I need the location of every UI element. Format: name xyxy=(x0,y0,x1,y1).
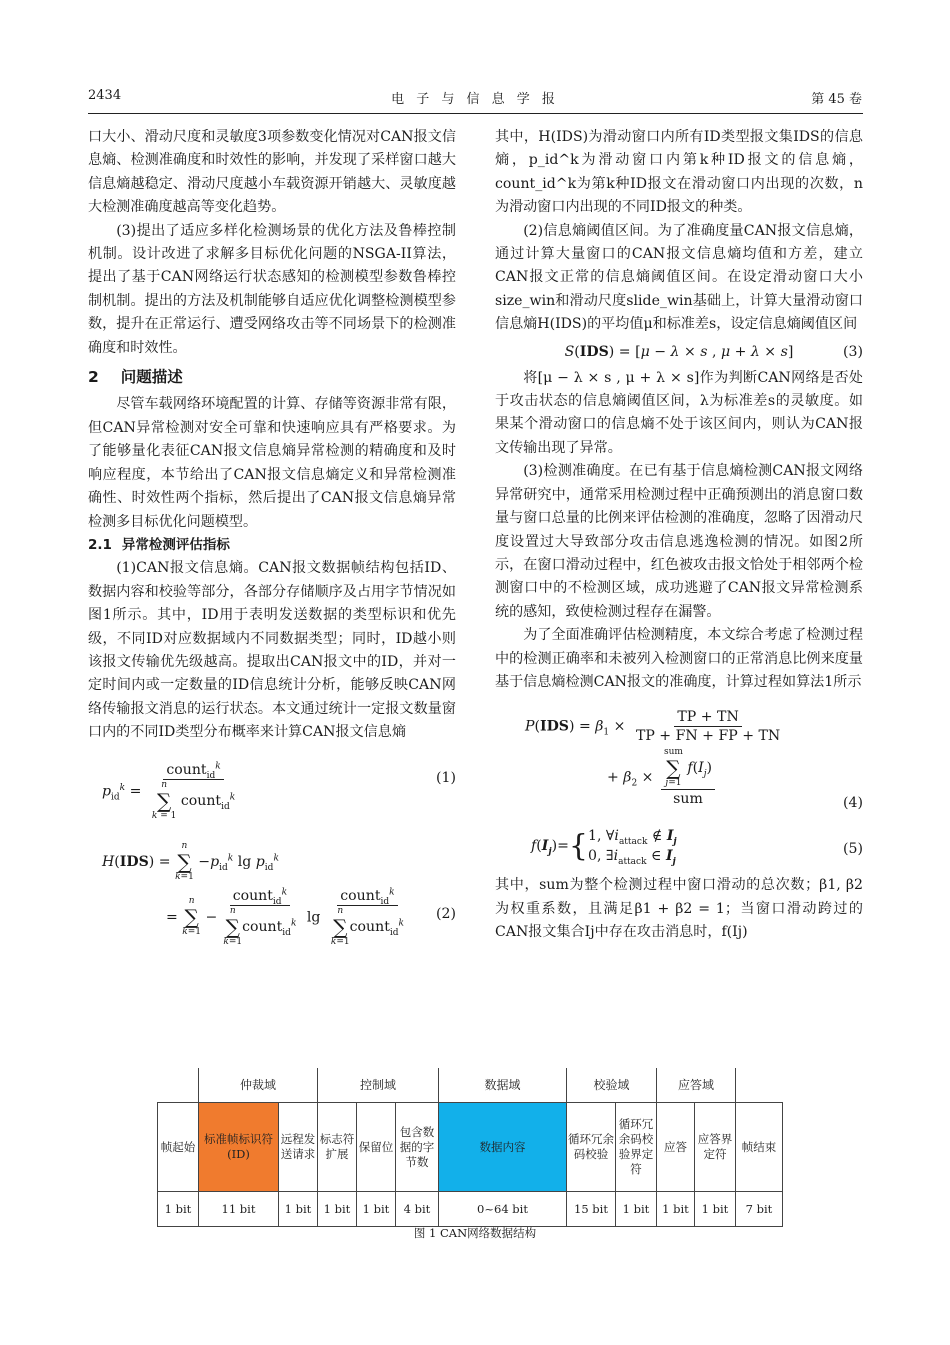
field-dlc: 包含数据的字节数 xyxy=(396,1103,439,1192)
header-rule xyxy=(88,113,863,114)
field-id: 标准帧标识符(ID) xyxy=(199,1103,279,1192)
domain-blank xyxy=(158,1068,199,1103)
field-crc: 循环冗余码校验 xyxy=(567,1103,616,1192)
section-2-number: 2 xyxy=(88,368,99,387)
right-paragraph-6: 其中，sum为整个检测过程中窗口滑动的总次数；β1, β2为权重系数，且满足β1 + β2 = 1；当窗口滑动跨过的CAN报文集合Ij中存在攻击消息时，f(Ij) xyxy=(495,877,863,941)
section-2-title: 问题描述 xyxy=(120,368,183,387)
journal-title: 电 子 与 信 息 学 报 xyxy=(391,92,559,107)
section-2-1-number: 2.1 xyxy=(88,536,112,553)
left-column xyxy=(88,126,456,953)
bits-ack-delimiter: 1 bit xyxy=(695,1192,736,1227)
right-paragraph-3: 将[μ − λ × s , μ + λ × s]作为判断CAN网络是否处于攻击状态的信息熵阈值区间，λ为标准差s的灵敏度。如果某个滑动窗口的信息熵不处于该区间内，则认为CAN报文传输出现了异常。 xyxy=(495,369,863,456)
field-ack: 应答 xyxy=(657,1103,695,1192)
left-paragraph-3: 尽管车载网络环境配置的计算、存储等资源非常有限，但CAN异常检测对安全可靠和快速响应具有严格要求。为了能够量化表征CAN报文信息熵异常检测的精确度和及时响应程度，本节给出了CAN报文信息熵定义和异常检测准确性、时效性两个指标，然后提出了CAN报文信息熵异常检测多目标优化问题模型。 xyxy=(88,396,456,530)
bits-dlc: 4 bit xyxy=(396,1192,439,1227)
left-paragraph-4: (1)CAN报文信息熵。CAN报文数据帧结构包括ID、数据内容和校验等部分，各部分存储顺序及占用字节情况如图1所示。其中，ID用于表明发送数据的类型标识和优先级，不同ID对应数据域内不同数据类型；同时，ID越小则该报文传输优先级越高。提取出CAN报文中的ID，并对一定时间内或一定数量的ID信息统计分析，能够反映CAN网络传输报文消息的运行状态。本文通过统计一定报文数量窗口内的不同ID类型分布概率来计算CAN报文信息熵 xyxy=(88,560,456,741)
equation-2-number: (2) xyxy=(436,905,456,922)
bits-data: 0~64 bit xyxy=(439,1192,567,1227)
right-paragraph-2: (2)信息熵阈值区间。为了准确度量CAN报文信息熵，通过计算大量窗口的CAN报文信息熵均值和方差，建立CAN报文正常的信息熵阈值区间。在设定滑动窗口大小size_win和滑动尺度slide_win基础上，计算大量滑动窗口信息熵H(IDS)的平均值μ和标准差s，设定信息熵阈值区间 xyxy=(495,222,863,333)
right-paragraph-1: 其中，H(IDS)为滑动窗口内所有ID类型报文集IDS的信息熵，p_id^k为滑动窗口内第k种ID报文的信息熵，count_id^k为第k种ID报文在滑动窗口内出现的次数，n为滑动窗口内出现的不同ID报文的种类。 xyxy=(495,129,863,216)
domain-blank-end xyxy=(736,1068,783,1103)
equation-1-number: (1) xyxy=(436,769,456,786)
can-frame-table xyxy=(157,1068,783,1227)
right-column xyxy=(495,126,863,945)
equation-3-number: (3) xyxy=(843,343,863,360)
left-paragraph-1: 口大小、滑动尺度和灵敏度3项参数变化情况对CAN报文信息熵、检测准确度和时效性的影响，并发现了采样窗口越大信息熵越稳定、滑动尺度越小车载资源开销越大、灵敏度越大检测准确度越高等变化趋势。 xyxy=(88,129,456,216)
bits-crc-delimiter: 1 bit xyxy=(616,1192,657,1227)
domain-control: 控制域 xyxy=(318,1068,439,1103)
right-paragraph-4: (3)检测准确度。在已有基于信息熵检测CAN报文网络异常研究中，通常采用检测过程中正确预测出的消息窗口数量与窗口总量的比例来评估检测的准确度，忽略了因滑动尺度设置过大导致部分攻击信息逃逸检测的情况。如图2所示，在窗口滑动过程中，红色被攻击报文恰处于相邻两个检测窗口中的不检测区域，成功逃避了CAN报文异常检测系统的感知，致使检测过程存在漏警。 xyxy=(495,463,863,620)
bits-eof: 7 bit xyxy=(736,1192,783,1227)
field-data: 数据内容 xyxy=(439,1103,567,1192)
domain-row xyxy=(158,1068,783,1103)
field-crc-delimiter: 循环冗余码校验界定符 xyxy=(616,1103,657,1192)
field-ide: 标志符扩展 xyxy=(318,1103,357,1192)
field-sof: 帧起始 xyxy=(158,1103,199,1192)
section-2-1-title: 异常检测评估指标 xyxy=(121,536,230,553)
bits-rtr: 1 bit xyxy=(279,1192,318,1227)
section-2-1-heading xyxy=(88,534,456,557)
left-paragraph-2: (3)提出了适应多样化检测场景的优化方法及鲁棒控制机制。设计改进了求解多目标优化问题的NSGA-II算法，提出了基于CAN网络运行状态感知的检测模型参数鲁棒控制机制。提出的方法及机制能够自适应优化调整检测模型参数，提升在正常运行、遭受网络攻击等不同场景下的检测准确度和时效性。 xyxy=(88,222,456,356)
field-eof: 帧结束 xyxy=(736,1103,783,1192)
figure-can-frame xyxy=(157,1068,783,1227)
bit-row xyxy=(158,1192,783,1227)
equation-1: $p_{id}^k$ = count$_{id}^k$ n ∑ k = 1 count$_{id}^k$ (1) xyxy=(102,760,456,821)
equation-3: S(IDS) = [μ − λ × s , μ + λ × s] (3) xyxy=(495,337,863,367)
field-rtr: 远程发送请求 xyxy=(279,1103,318,1192)
equation-2: H(IDS) = n ∑ k=1 $-p_{id}^k$ $\lg p_{id}^k$ = n ∑ k=1 − count$_{id}^k$ n ∑ k=1 count$_{id}^k$ lg count$_{id}^k$ n ∑ k=1 count$_{id}^k$ (2) xyxy=(102,840,456,947)
equation-5-number: (5) xyxy=(843,841,863,858)
field-ack-delimiter: 应答界定符 xyxy=(695,1103,736,1192)
bits-reserved: 1 bit xyxy=(357,1192,396,1227)
field-reserved: 保留位 xyxy=(357,1103,396,1192)
equation-4-number: (4) xyxy=(843,795,863,812)
volume-label: 第 45 卷 xyxy=(811,92,862,107)
domain-check: 校验域 xyxy=(567,1068,657,1103)
equation-5: $f(I_j)=\{1$, $\forall i_{attack}$ ∉ $I_j$ 0, $\exists i_{attack}$ ∈ $I_j$ (5) xyxy=(531,828,863,868)
bits-id: 11 bit xyxy=(199,1192,279,1227)
bits-crc: 15 bit xyxy=(567,1192,616,1227)
section-2-heading xyxy=(88,366,456,389)
domain-ack: 应答域 xyxy=(657,1068,736,1103)
bits-ide: 1 bit xyxy=(318,1192,357,1227)
bits-ack: 1 bit xyxy=(657,1192,695,1227)
domain-data: 数据域 xyxy=(439,1068,567,1103)
equation-4: $P(IDS) = \beta_1$ × $\frac{TP + TN}{TP + FN + FP + TN}$ + $\beta_2$ × sum ∑ j=1 $f(I_j)$ sum (4) xyxy=(495,708,863,820)
page-number: 2434 xyxy=(88,88,122,103)
field-row xyxy=(158,1103,783,1192)
bits-sof: 1 bit xyxy=(158,1192,199,1227)
domain-arbitration: 仲裁域 xyxy=(199,1068,318,1103)
figure-caption: 图 1 CAN网络数据结构 xyxy=(413,1226,537,1240)
right-paragraph-5: 为了全面准确评估检测精度，本文综合考虑了检测过程中的检测正确率和未被列入检测窗口的正常消息比例来度量基于信息熵检测CAN报文的准确度，计算过程如算法1所示 xyxy=(495,627,863,690)
